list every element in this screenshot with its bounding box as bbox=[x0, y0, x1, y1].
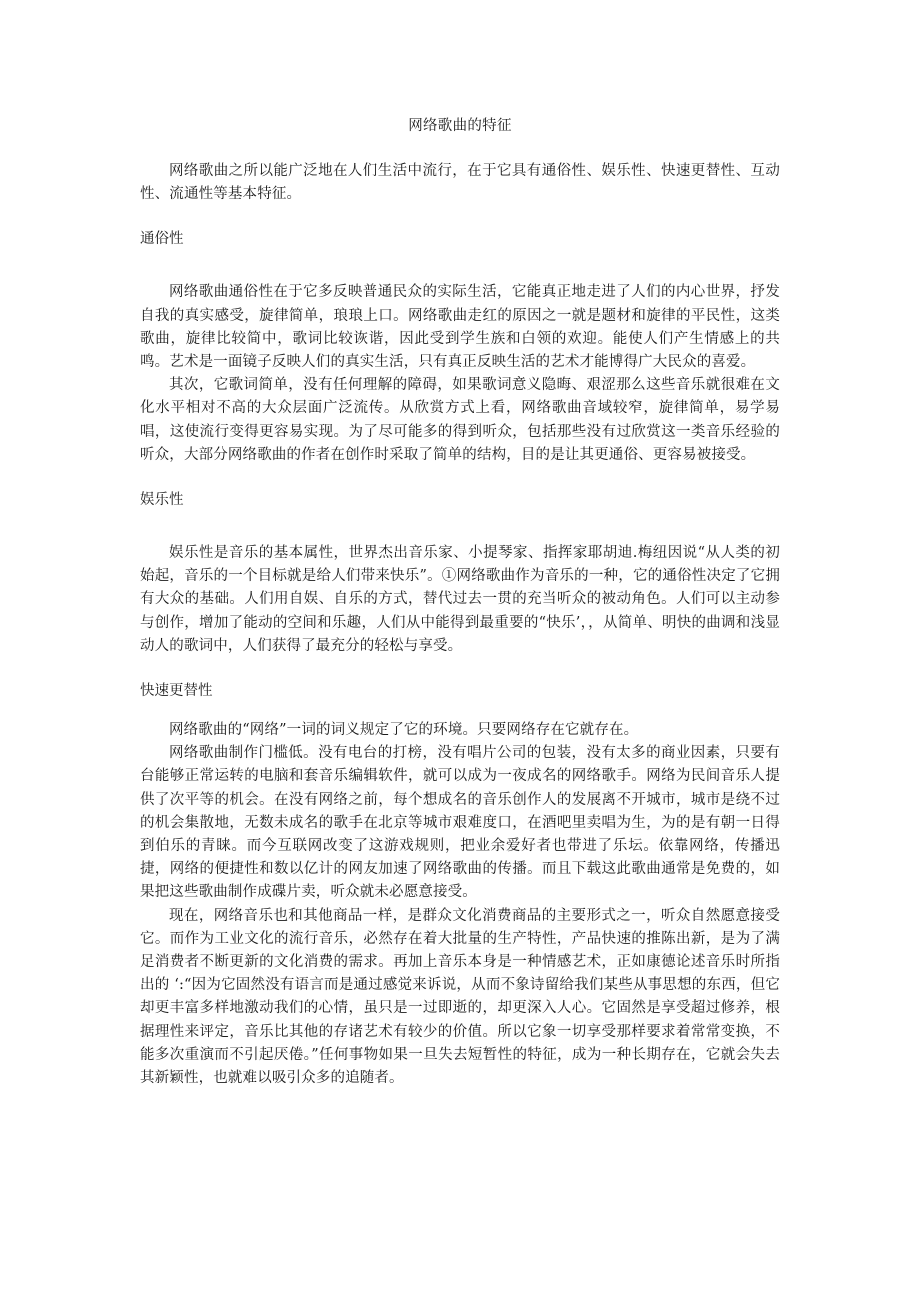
spacer bbox=[140, 658, 780, 680]
spacer bbox=[140, 206, 780, 228]
section-rapid-turnover-paragraph-2: 网络歌曲制作门槛低。没有电台的打榜，没有唱片公司的包装，没有太多的商业因素，只要有台能够正常运转的电脑和套音乐编辑软件，就可以成为一夜成名的网络歌手。网络为民间音乐人提供了次平等的机会。在没有网络之前，每个想成名的音乐创作人的发展离不开城市，城市是绕不过的机会集散地，无数未成名的歌手在北京等城市艰难度口，在酒吧里卖唱为生，为的是有朝一日得到伯乐的青睐。而今互联网改变了这游戏规则，把业余爱好者也带进了乐坛。依靠网络，传播迅捷，网络的便捷性和数以亿计的网友加速了网络歌曲的传播。而且下载这此歌曲通常是免费的，如果把这些歌曲制作成碟片卖，听众就未必愿意接受。 bbox=[140, 745, 780, 901]
section-rapid-turnover-paragraph-1: 网络歌曲的“网络”一词的词义规定了它的环境。只要网络存在它就存在。 bbox=[169, 722, 639, 739]
document-title: 网络歌曲的特征 bbox=[408, 118, 512, 134]
section-rapid-turnover-paragraph-3: 现在，网络音乐也和其他商品一样，是群众文化消费商品的主要形式之一，听众自然愿意接受它。而作为工业文化的流行音乐，必然存在着大批量的生产特性，产品快速的推陈出新，是为了满足消费者不断更新的文化消费的需求。再加上音乐本身是一种情感艺术，正如康德论述音乐时所指出的 ‘:“因为它固然没有语言而是通过感觉来诉说，从而不象诗留给我们某些从事思想的东西，但它却更丰富多样地激动我们的心情，虽只是一过即逝的，却更深入人心。它固然是享受超过修养，根据理性来评定，音乐比其他的存诸艺术有较少的价值。所以它象一切享受那样要求着常常变换，不能多次重演而不引起厌倦。”任何事物如果一旦失去短暂性的特征，成为一种长期存在，它就会失去其新颖性，也就难以吸引众多的追随者。 bbox=[140, 907, 780, 1087]
spacer bbox=[140, 467, 780, 489]
section-entertainment-paragraph-1: 娱乐性是音乐的基本属性，世界杰出音乐家、小提琴家、指挥家耶胡迪.梅纽因说“从人类的初始起，音乐的一个目标就是给人们带来快乐”。①网络歌曲作为音乐的一种，它的通俗性决定了它拥有大众的基础。人们用自娱、自乐的方式，替代过去一贯的充当听众的被动角色。人们可以主动参与创作，增加了能动的空间和乐趣，人们从中能得到最重要的“快乐’，，从简单、明快的曲调和浅显动人的歌词中，人们获得了最充分的轻松与享受。 bbox=[140, 545, 780, 654]
section-popularity-paragraph-1: 网络歌曲通俗性在于它多反映普通民众的实际生活，它能真正地走进了人们的内心世界，抒发自我的真实感受，旋律简单，琅琅上口。网络歌曲走红的原因之一就是题材和旋律的平民性，这类歌曲，旋律比较简中，歌词比较诙谐，因此受到学生族和白领的欢迎。能使人们产生情感上的共鸣。艺术是一面镜子反映人们的真实生活，只有真正反映生活的艺术才能博得广大民众的喜爱。 bbox=[140, 284, 780, 371]
spacer bbox=[140, 512, 780, 542]
intro-paragraph: 网络歌曲之所以能广泛地在人们生活中流行，在于它具有通俗性、娱乐性、快速更替性、互动性、流通性等基本特征。 bbox=[140, 163, 780, 203]
spacer bbox=[140, 703, 780, 719]
spacer bbox=[140, 251, 780, 281]
section-heading-entertainment: 娱乐性 bbox=[140, 492, 184, 509]
document-body bbox=[140, 114, 780, 1090]
section-popularity-paragraph-2: 其次，它歌词简单，没有任何理解的障碍，如果歌词意义隐晦、艰涩那么这些音乐就很难在文化水平相对不高的大众层面广泛流传。从欣赏方式上看，网络歌曲音域较窄，旋律简单，易学易唱，这使流行变得更容易实现。为了尽可能多的得到听众，包括那些没有过欣赏这一类音乐经验的听众，大部分网络歌曲的作者在创作时采取了简单的结构，目的是让其更通俗、更容易被接受。 bbox=[140, 377, 780, 463]
section-heading-popularity: 通俗性 bbox=[140, 231, 184, 248]
section-heading-rapid-turnover: 快速更替性 bbox=[140, 683, 213, 700]
